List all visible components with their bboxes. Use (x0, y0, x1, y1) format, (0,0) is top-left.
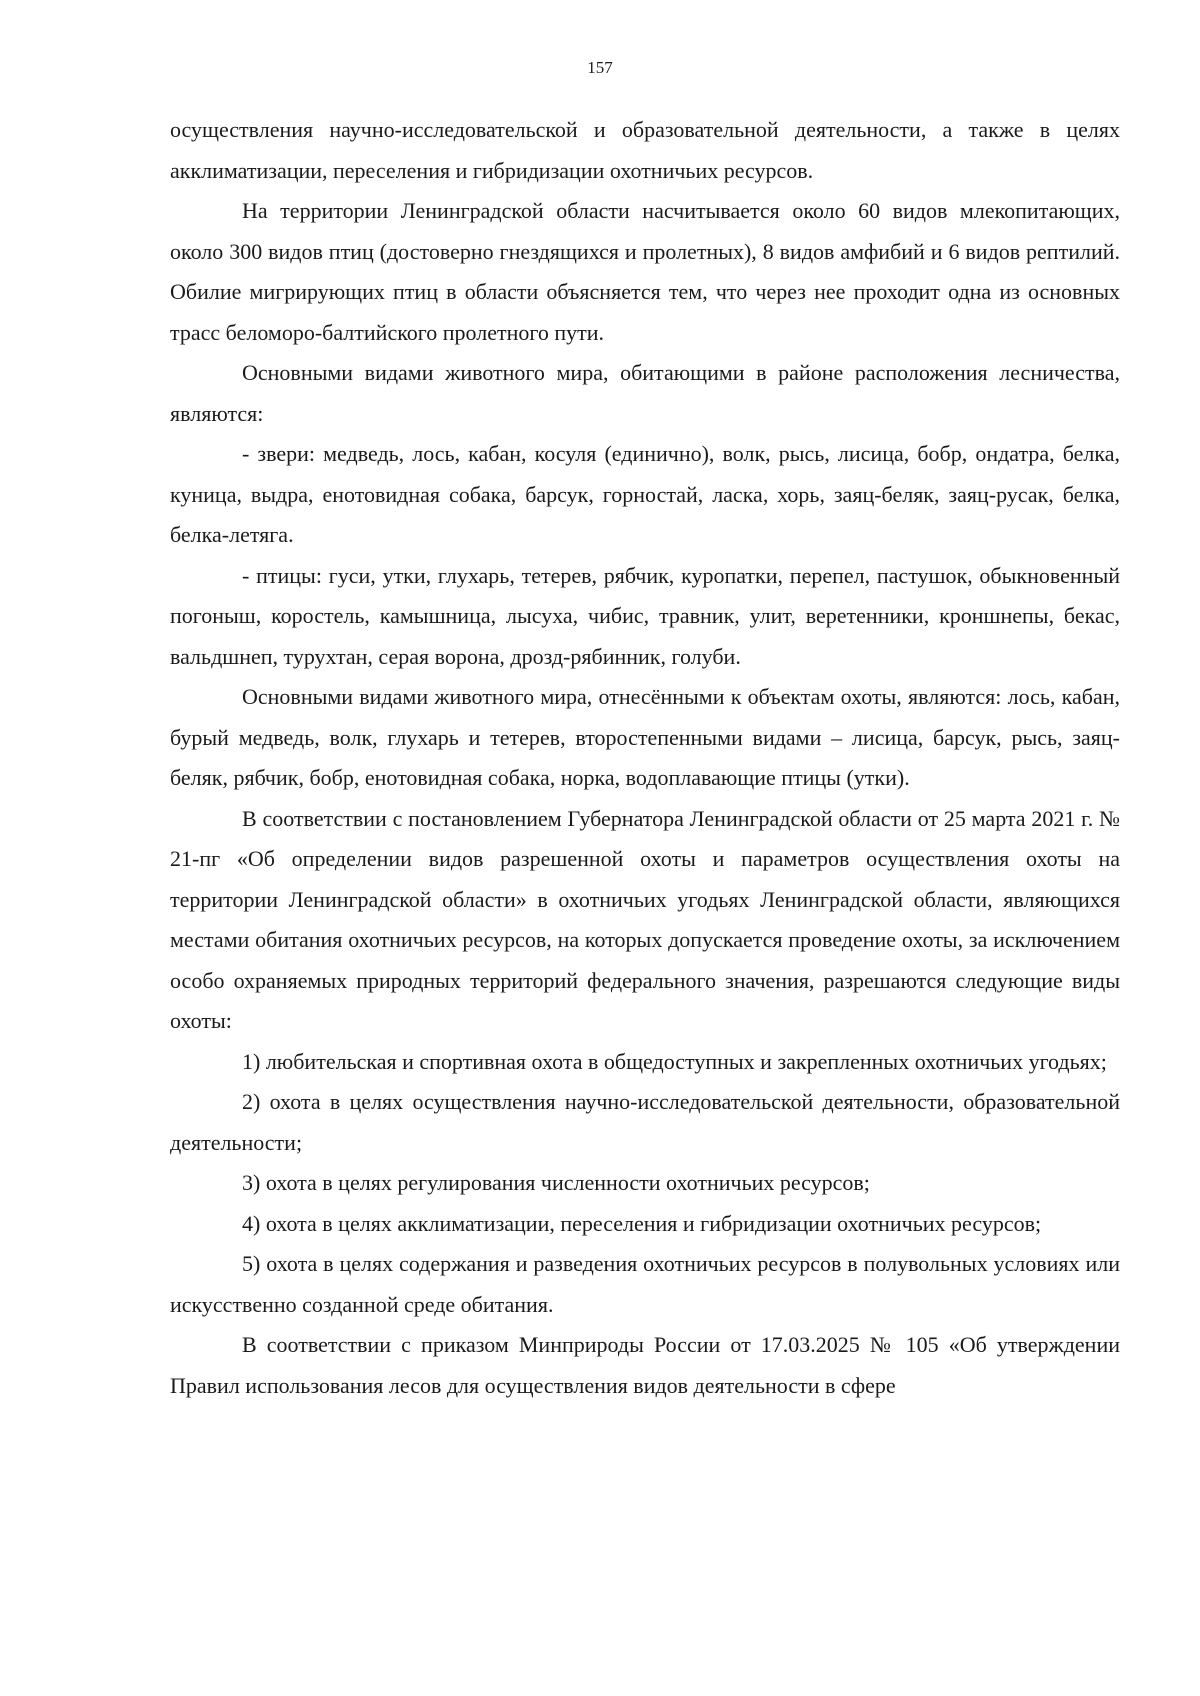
paragraph-main-species-intro: Основными видами животного мира, обитающими в районе расположения лесничества, являются: (170, 360, 1120, 426)
list-item-birds: - птицы: гуси, утки, глухарь, тетерев, рябчик, куропатки, перепел, пастушок, обыкновенный погоныш, коростель, камышница, лысуха, чибис, травник, улит, веретенники, кроншнепы, бекас, вальдшнеп, турухтан, серая ворона, дрозд-рябинник, голуби. (170, 562, 1120, 669)
list-item-hunting-type-3: 3) охота в целях регулирования численности охотничьих ресурсов; (242, 1170, 870, 1195)
list-item-mammals: - звери: медведь, лось, кабан, косуля (единично), волк, рысь, лисица, бобр, ондатра, белка, куница, выдра, енотовидная собака, барсук, горностай, ласка, хорь, заяц-беляк, заяц-русак, белка, белка-летяга. (170, 441, 1120, 547)
paragraph-ministry-order: В соответствии с приказом Минприроды России от 17.03.2025 № 105 «Об утверждении Правил использования лесов для осуществления видов деятельности в сфере (170, 1332, 1120, 1398)
paragraph-governor-decree: В соответствии с постановлением Губернатора Ленинградской области от 25 марта 2021 г. № 21-пг «Об определении видов разрешенной охоты и параметров осуществления охоты на территории Ленинградской области» в охотничьих угодьях Ленинградской области, являющихся местами обитания охотничьих ресурсов, на которых допускается проведение охоты, за исключением особо охраняемых природных территорий федерального значения, разрешаются следующие виды охоты: (170, 805, 1120, 1033)
document-body (170, 110, 1120, 1406)
page-number: 157 (587, 58, 613, 77)
list-item-hunting-type-4: 4) охота в целях акклиматизации, переселения и гибридизации охотничьих ресурсов; (242, 1210, 1042, 1236)
paragraph-continuation: осуществления научно-исследовательской и образовательной деятельности, а также в целях акклиматизации, переселения и гибридизации охотничьих ресурсов. (170, 117, 1120, 183)
paragraph-fauna-overview: На территории Ленинградской области насчитывается около 60 видов млекопитающих, около 300 видов птиц (достоверно гнездящихся и пролетных), 8 видов амфибий и 6 видов рептилий. Обилие мигрирующих птиц в области объясняется тем, что через нее проходит одна из основных трасс беломоро-балтийского пролетного пути. (170, 198, 1120, 345)
paragraph-hunting-species: Основными видами животного мира, отнесёнными к объектам охоты, являются: лось, кабан, бурый медведь, волк, глухарь и тетерев, второстепенными видами – лисица, барсук, рысь, заяц-беляк, рябчик, бобр, енотовидная собака, норка, водоплавающие птицы (утки). (170, 684, 1120, 790)
list-item-hunting-type-5: 5) охота в целях содержания и разведения охотничьих ресурсов в полувольных условиях или искусственно созданной среде обитания. (170, 1251, 1120, 1317)
list-item-hunting-type-1: 1) любительская и спортивная охота в общедоступных и закрепленных охотничьих угодьях; (242, 1048, 1107, 1074)
list-item-hunting-type-2: 2) охота в целях осуществления научно-исследовательской деятельности, образовательной деятельности; (170, 1089, 1120, 1155)
